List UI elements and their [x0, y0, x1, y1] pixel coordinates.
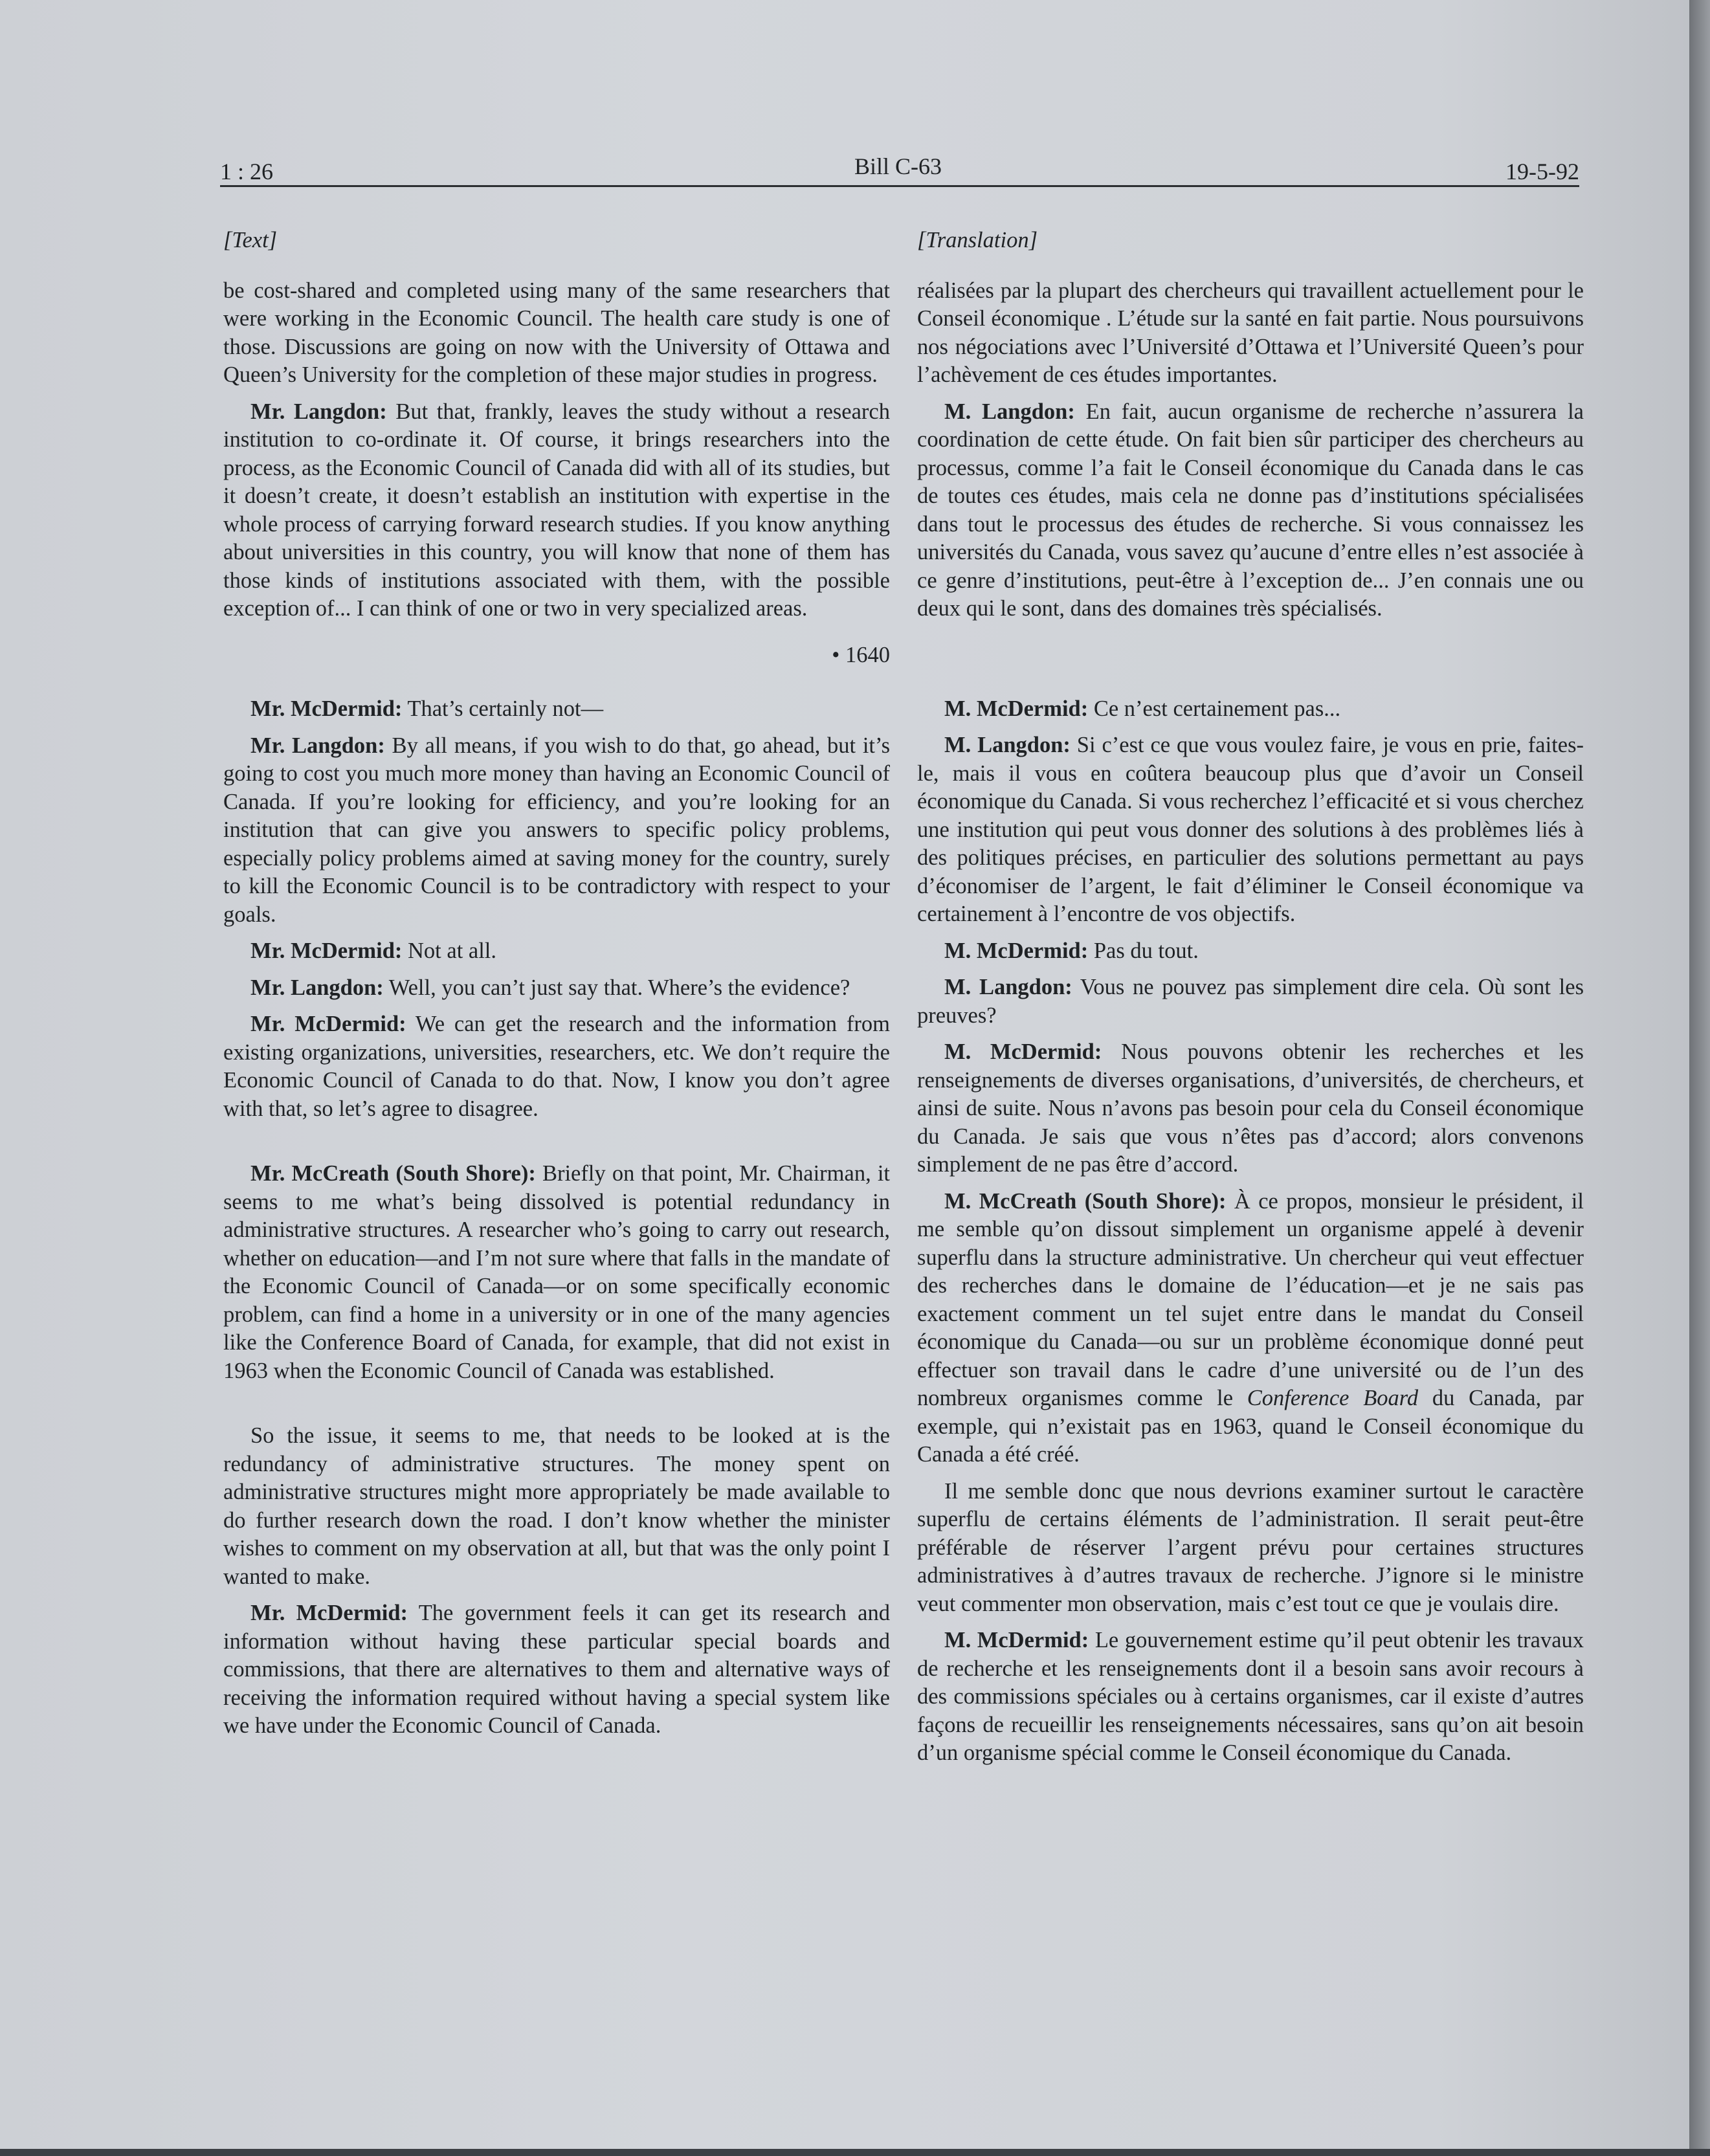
spacer [223, 1394, 890, 1422]
speaker-name: Mr. McCreath (South Shore): [250, 1161, 536, 1186]
speaker-name: Mr. McDermid: [250, 696, 403, 721]
spacer [223, 1131, 890, 1160]
paragraph [917, 973, 1584, 1030]
speaker-name: Mr. McDermid: [250, 1012, 406, 1036]
column-label-text: [Text] [223, 228, 278, 252]
page-number: 1 : 26 [220, 159, 274, 184]
speech-text: Nous pouvons obtenir les recherches et les renseignements de diverses organisations, d’universités, de chercheurs, et ainsi de suite. Nous n’avons pas besoin pour cela du Conseil économique du Canada. Je sais que vous n’êtes pas d’accord; alors convenons simplement de ne pas être d’accord. [917, 1039, 1584, 1177]
paragraph [917, 1188, 1584, 1469]
paragraph [917, 1627, 1584, 1768]
paragraph [223, 398, 890, 623]
speaker-name: M. McDermid: [944, 1628, 1089, 1652]
scan-bottom-edge [0, 2149, 1710, 2156]
paragraph [917, 398, 1584, 623]
speaker-name: M. Langdon: [944, 975, 1072, 999]
speech-text: du Canada, par exemple, qui n’existait pas en 1963, quand le Conseil économique du Canada a été créé. [917, 1386, 1584, 1467]
paragraph: So the issue, it seems to me, that needs to be looked at is the redundancy of administrative structures. The money spent on administrative structures might more appropriately be made available to do further research down the road. I don’t know whether the minister wishes to comment on my observation at all, but that was the only point I wanted to make. [223, 1423, 890, 1589]
speaker-name: M. Langdon: [944, 399, 1075, 424]
bill-title: Bill C-63 [854, 153, 942, 179]
paragraph [223, 937, 890, 966]
speech-text: Si c’est ce que vous voulez faire, je vous en prie, faites-le, mais il vous en coûtera beaucoup plus que d’avoir un Conseil économique du Canada. Si vous recherchez l’efficacité et si vous cherchez une institution qui peut vous donner des solutions à des problèmes liés à des politiques précises, en particulier des solutions permettant au pays d’économiser de l’argent, le fait d’éliminer le Conseil économique va certainement à l’encontre de vos objectifs. [917, 733, 1584, 926]
speech-text: Ce n’est certainement pas... [1088, 696, 1341, 721]
speech-text: À ce propos, monsieur le président, il me semble qu’on dissout simplement un organisme appelé à devenir superflu dans la structure administrative. Un chercheur qui veut effectuer des recherches dans le domaine de l’éducation—et je ne sais pas exactement comment un tel sujet entre dans le mandat du Conseil économique du Canada—ou sur un problème économique donné peut effectuer son travail dans le cadre d’une université ou de l’un des nombreux organismes comme le [917, 1188, 1584, 1410]
speaker-name: M. McDermid: [944, 1039, 1102, 1064]
time-marker: • 1640 [832, 642, 890, 667]
speech-text: En fait, aucun organisme de recherche n’assurera la coordination de cette étude. On fait bien sûr participer des chercheurs au processus, comme l’a fait le Conseil économique du Canada dans le cas de toutes ces études, mais cela ne donne pas d’institutions spécialisées dans tout le processus des études de recherche. Si vous connaissez les universités du Canada, vous savez qu’aucune d’entre elles n’est associée à ce genre d’institutions, peut-être à l’exception de... J’en connais une ou deux qui le sont, dans des domaines très spécialisés. [917, 399, 1584, 621]
speech-text: Le gouvernement estime qu’il peut obtenir les travaux de recherche et les renseignements dont il a besoin sans avoir recours à des commissions spéciales ou à certains organismes, car il existe d’autres façons de recueillir les renseignements nécessaires, sans qu’on ait besoin d’un organisme spécial comme le Conseil économique du Canada. [917, 1628, 1584, 1765]
speech-text: That’s certainly not— [402, 696, 604, 721]
paragraph [223, 1160, 890, 1385]
running-head [220, 153, 1579, 185]
speaker-name: Mr. Langdon: [250, 399, 387, 424]
paragraph [223, 974, 890, 1003]
french-column [917, 227, 1584, 1776]
speaker-name: M. McCreath (South Shore): [944, 1188, 1227, 1214]
italic-text: Conference Board [1247, 1386, 1419, 1410]
speech-text: Not at all. [402, 939, 497, 963]
speech-text: Vous ne pouvez pas simplement dire cela. Où sont les preuves? [917, 975, 1584, 1028]
paragraph [917, 695, 1584, 724]
speaker-name: Mr. Langdon: [250, 733, 385, 758]
speaker-name: Mr. McDermid: [250, 939, 403, 963]
paragraph [917, 937, 1584, 966]
english-column [223, 227, 890, 1749]
paragraph: Il me semble donc que nous devrions examiner surtout le caractère superflu de certains éléments de l’administration. Il serait peut-être préférable de réserver l’argent prévu pour certaines structures administratives à d’autres travaux de recherche. J’ignore si le ministre veut commenter mon observation, mais c’est tout ce que je voulais dire. [917, 1478, 1584, 1616]
sitting-date: 19-5-92 [1505, 159, 1579, 184]
speaker-name: Mr. Langdon: [250, 975, 384, 1000]
paragraph [223, 1599, 890, 1740]
speaker-name: M. McDermid: [944, 938, 1089, 963]
paragraph [917, 731, 1584, 929]
book-spine-shadow [1689, 0, 1710, 2156]
spacer [917, 632, 1584, 695]
paragraph: réalisées par la plupart des chercheurs qui travaillent actuellement pour le Conseil économique . L’étude sur la santé en fait partie. Nous poursuivons nos négociations avec l’Université d’Ottawa et l’Université Queen’s pour l’achèvement de ces études importantes. [917, 278, 1584, 387]
speech-text: Well, you can’t just say that. Where’s the evidence? [383, 975, 850, 1000]
speech-text: The government feels it can get its research and information without having these particular special boards and commissions, that there are alternatives to them and alternative ways of receiving the information required without having a special system like we have under the Economic Council of Canada. [223, 1601, 890, 1738]
column-label-translation: [Translation] [917, 228, 1038, 252]
paragraph [223, 1010, 890, 1123]
paragraph [223, 695, 890, 724]
speech-text: Pas du tout. [1088, 938, 1199, 963]
speaker-name: Mr. McDermid: [250, 1601, 408, 1625]
speaker-name: M. Langdon: [944, 733, 1071, 757]
speech-text: By all means, if you wish to do that, go ahead, but it’s going to cost you much more money than having an Economic Council of Canada. If you’re looking for efficiency, and you’re looking for an institution that can give you answers to specific policy problems, especially policy problems aimed at saving money for the country, surely to kill the Economic Council is to be contradictory with respect to your goals. [223, 733, 891, 927]
speech-text: But that, frankly, leaves the study without a research institution to co-ordinate it. Of course, it brings researchers into the process, as the Economic Council of Canada did with all of its studies, but it doesn’t create, it doesn’t establish an institution with expertise in the whole process of carrying forward research studies. If you know anything about universities in this country, you will know that none of them has those kinds of institutions associated with them, with the possible exception of... I can think of one or two in very specialized areas. [223, 399, 890, 621]
paragraph [917, 1038, 1584, 1179]
paragraph [223, 732, 890, 929]
paragraph: be cost-shared and completed using many of the same researchers that were working in the Economic Council. The health care study is one of those. Discussions are going on now with the University of Ottawa and Queen’s University for the completion of these major studies in progress. [223, 278, 890, 387]
speaker-name: M. McDermid: [944, 696, 1089, 721]
speech-text: We can get the research and the information from existing organizations, universities, researchers, etc. We don’t require the Economic Council of Canada to do that. Now, I know you don’t agree with that, so let’s agree to disagree. [223, 1012, 890, 1121]
header-rule [220, 185, 1579, 187]
speech-text: Briefly on that point, Mr. Chairman, it seems to me what’s being dissolved is potential redundancy in administrative structures. A researcher who’s going to carry out research, whether on education—and I’m not sure where that falls in the mandate of the Economic Council of Canada—or on some specifically economic problem, can find a home in a university or in one of the many agencies like the Conference Board of Canada, for example, that did not exist in 1963 when the Economic Council of Canada was established. [223, 1161, 890, 1383]
